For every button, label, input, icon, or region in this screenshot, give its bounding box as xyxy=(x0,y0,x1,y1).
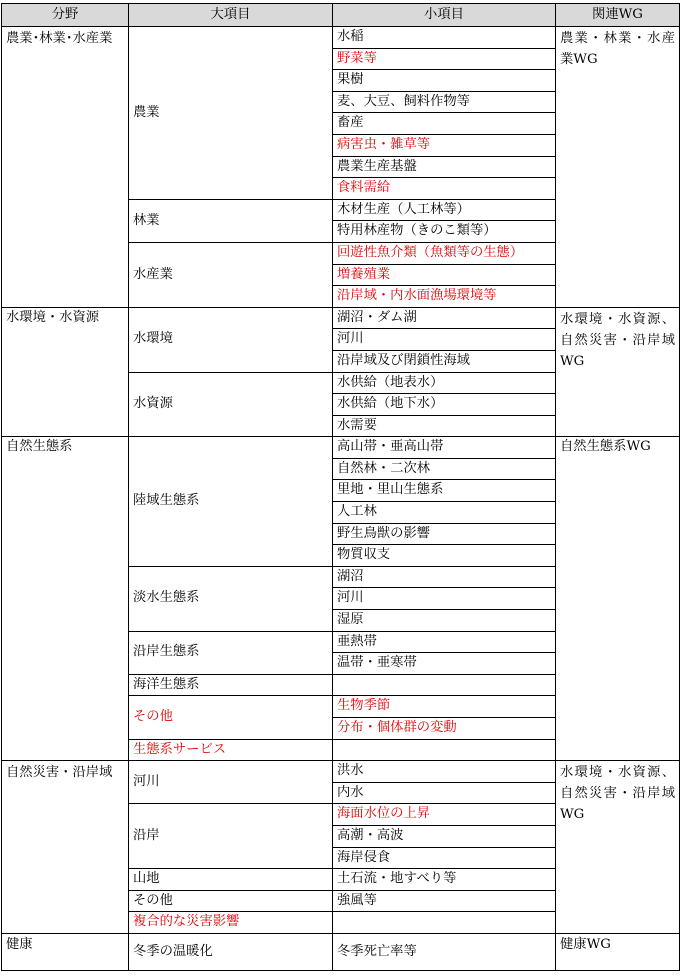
minor-item-cell: 特用林産物（きのこ類等） xyxy=(333,221,556,243)
wg-cell: 水環境・水資源、自然災害・沿岸域WG xyxy=(556,761,680,934)
major-item-cell: その他 xyxy=(129,696,333,739)
major-item-cell: 淡水生態系 xyxy=(129,566,333,631)
wg-cell: 水環境・水資源、自然災害・沿岸域WG xyxy=(556,307,680,437)
minor-item-cell: 病害虫・雑草等 xyxy=(333,134,556,156)
minor-item-cell: 湿原 xyxy=(333,610,556,632)
minor-item-cell: 食料需給 xyxy=(333,178,556,200)
wg-cell: 健康WG xyxy=(556,933,680,970)
header-field: 分野 xyxy=(2,4,129,27)
minor-item-cell-empty xyxy=(333,912,556,934)
field-cell: 水環境・水資源 xyxy=(2,307,129,437)
minor-item-cell: 沿岸域及び閉鎖性海域 xyxy=(333,350,556,372)
field-cell: 自然生態系 xyxy=(2,437,129,761)
minor-item-cell: 海面水位の上昇 xyxy=(333,804,556,826)
major-item-cell: 林業 xyxy=(129,199,333,242)
minor-item-cell: 自然林・二次林 xyxy=(333,458,556,480)
wg-cell: 農業・林業・水産業WG xyxy=(556,27,680,308)
minor-item-cell: 河川 xyxy=(333,588,556,610)
major-item-cell: 水産業 xyxy=(129,242,333,307)
minor-item-cell: 野菜等 xyxy=(333,48,556,70)
table-row xyxy=(2,307,680,329)
major-item-cell: その他 xyxy=(129,890,333,912)
minor-item-cell: 湖沼・ダム湖 xyxy=(333,307,556,329)
minor-item-cell-empty xyxy=(333,674,556,696)
minor-item-cell: 沿岸域・内水面漁場環境等 xyxy=(333,286,556,308)
minor-item-cell: 分布・個体群の変動 xyxy=(333,718,556,740)
minor-item-cell: 内水 xyxy=(333,782,556,804)
major-item-cell: 沿岸生態系 xyxy=(129,631,333,674)
minor-item-cell: 農業生産基盤 xyxy=(333,156,556,178)
minor-item-cell-empty xyxy=(333,739,556,761)
minor-item-cell: 回遊性魚介類（魚類等の生態） xyxy=(333,242,556,264)
minor-item-cell: 水供給（地下水） xyxy=(333,394,556,416)
minor-item-cell: 高山帯・亜高山帯 xyxy=(333,437,556,459)
field-cell: 農業･林業･水産業 xyxy=(2,27,129,308)
minor-item-cell: 洪水 xyxy=(333,761,556,783)
header-major-item: 大項目 xyxy=(129,4,333,27)
minor-item-cell: 強風等 xyxy=(333,890,556,912)
minor-item-cell: 土石流・地すべり等 xyxy=(333,869,556,891)
minor-item-cell: 野生鳥獣の影響 xyxy=(333,523,556,545)
major-item-cell: 農業 xyxy=(129,27,333,200)
minor-item-cell: 湖沼 xyxy=(333,566,556,588)
table-row xyxy=(2,933,680,970)
wg-cell: 自然生態系WG xyxy=(556,437,680,761)
header-minor-item: 小項目 xyxy=(333,4,556,27)
major-item-cell: 生態系サービス xyxy=(129,739,333,761)
field-cell: 健康 xyxy=(2,933,129,970)
minor-item-cell: 冬季死亡率等 xyxy=(333,933,556,970)
minor-item-cell: 増養殖業 xyxy=(333,264,556,286)
minor-item-cell: 河川 xyxy=(333,329,556,351)
minor-item-cell: 高潮・高波 xyxy=(333,825,556,847)
table-row xyxy=(2,437,680,459)
climate-impact-table xyxy=(1,3,680,971)
minor-item-cell: 物質収支 xyxy=(333,545,556,567)
minor-item-cell: 水稲 xyxy=(333,27,556,49)
minor-item-cell: 里地・里山生態系 xyxy=(333,480,556,502)
header-row xyxy=(2,4,680,27)
major-item-cell: 陸域生態系 xyxy=(129,437,333,567)
minor-item-cell: 木材生産（人工林等） xyxy=(333,199,556,221)
major-item-cell: 冬季の温暖化 xyxy=(129,933,333,970)
minor-item-cell: 麦、大豆、飼料作物等 xyxy=(333,91,556,113)
minor-item-cell: 生物季節 xyxy=(333,696,556,718)
table-row xyxy=(2,27,680,49)
minor-item-cell: 畜産 xyxy=(333,113,556,135)
minor-item-cell: 水需要 xyxy=(333,415,556,437)
major-item-cell: 複合的な災害影響 xyxy=(129,912,333,934)
major-item-cell: 山地 xyxy=(129,869,333,891)
minor-item-cell: 亜熱帯 xyxy=(333,631,556,653)
minor-item-cell: 温帯・亜寒帯 xyxy=(333,653,556,675)
major-item-cell: 水環境 xyxy=(129,307,333,372)
minor-item-cell: 水供給（地表水） xyxy=(333,372,556,394)
minor-item-cell: 海岸侵食 xyxy=(333,847,556,869)
major-item-cell: 河川 xyxy=(129,761,333,804)
header-related-wg: 関連WG xyxy=(556,4,680,27)
field-cell: 自然災害・沿岸域 xyxy=(2,761,129,934)
minor-item-cell: 人工林 xyxy=(333,502,556,524)
table-row xyxy=(2,761,680,783)
major-item-cell: 沿岸 xyxy=(129,804,333,869)
major-item-cell: 水資源 xyxy=(129,372,333,437)
minor-item-cell: 果樹 xyxy=(333,70,556,92)
major-item-cell: 海洋生態系 xyxy=(129,674,333,696)
